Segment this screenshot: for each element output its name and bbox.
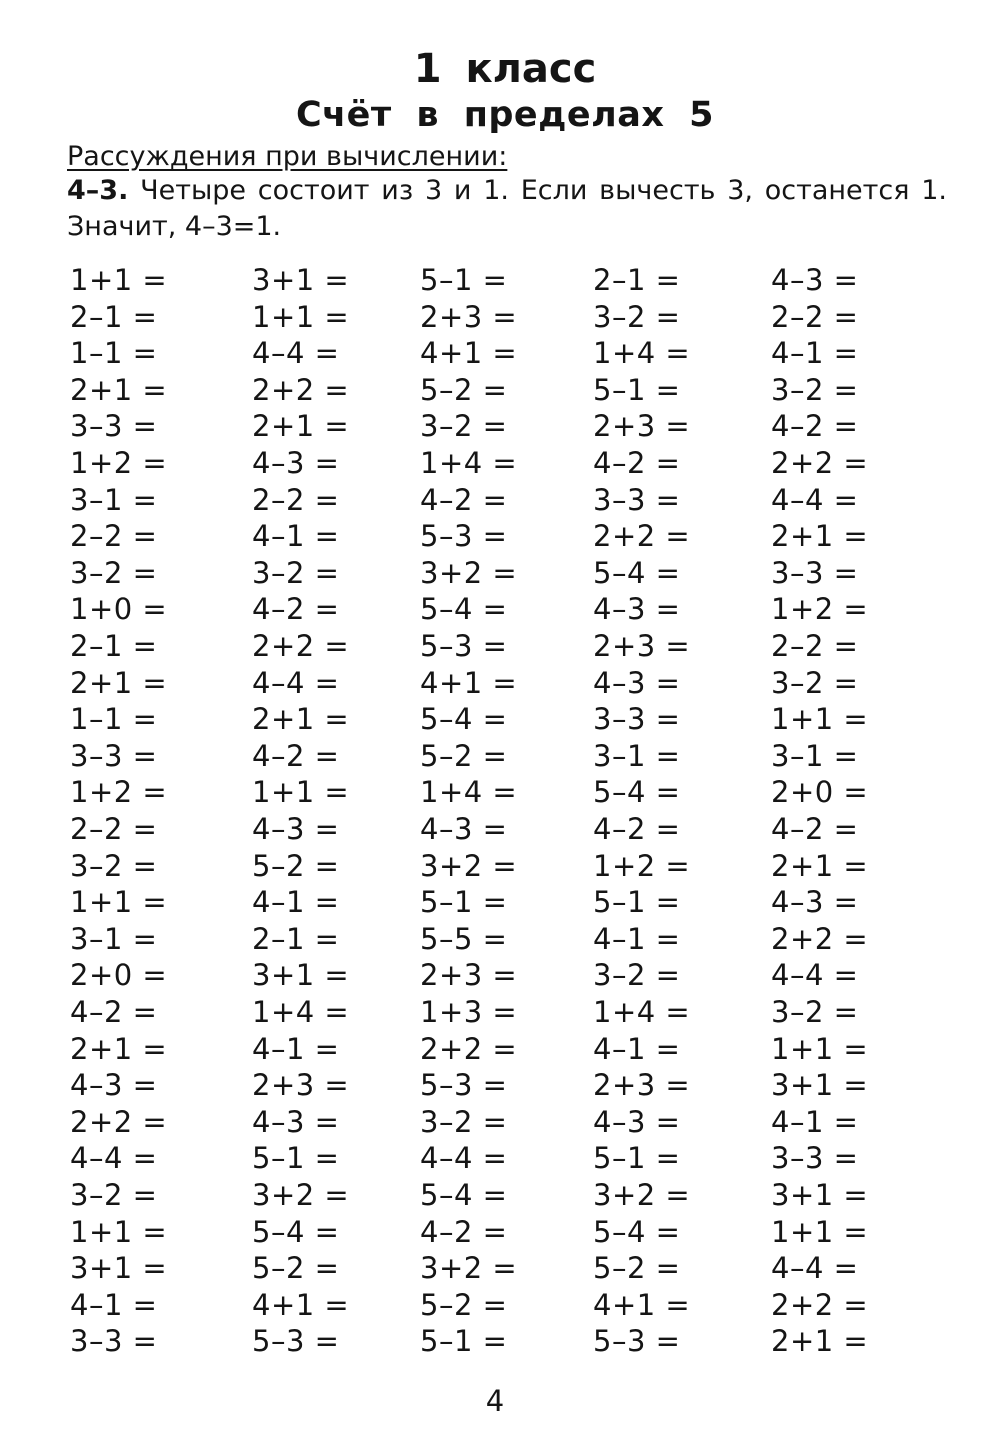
- topic-title: Счёт в пределах 5: [295, 95, 715, 135]
- exercise-item: 4–4 =: [252, 665, 340, 700]
- exercise-item: 3+1 =: [70, 1251, 168, 1286]
- exercise-item: 4–2 =: [593, 446, 681, 480]
- exercise-item: 3–3 =: [70, 409, 158, 444]
- exercise-item: 3+2 =: [420, 848, 518, 883]
- exercise-item: 2+3 =: [593, 629, 691, 663]
- exercise-item: 5–2 =: [252, 1251, 340, 1286]
- exercise-item: 3+1 =: [252, 958, 350, 993]
- exercise-item: 2+3 =: [420, 299, 518, 334]
- exercise-item: 3–2 =: [70, 1178, 158, 1212]
- exercise-item: 4–1 =: [771, 1104, 859, 1139]
- exercise-item: 1–1 =: [70, 702, 158, 737]
- exercise-item: 3+1 =: [771, 1068, 869, 1103]
- exercise-item: 4–2 =: [70, 995, 158, 1029]
- exercise-item: 2+2 =: [70, 1104, 168, 1139]
- exercise-item: 4–4 =: [70, 1141, 158, 1176]
- exercise-item: 3–2 =: [420, 409, 508, 444]
- exercise-item: 4–1 =: [252, 885, 340, 920]
- exercise-item: 2+2 =: [771, 921, 869, 956]
- exercise-item: 5–4 =: [593, 1214, 681, 1249]
- exercise-item: 1+1 =: [70, 1214, 168, 1249]
- exercise-item: 5–4 =: [420, 1178, 508, 1212]
- exercise-item: 5–2 =: [252, 848, 340, 883]
- exercise-item: 2–1 =: [593, 263, 681, 297]
- exercise-item: 2+0 =: [771, 775, 869, 810]
- exercise-item: 2+3 =: [420, 958, 518, 993]
- exercise-item: 1+2 =: [593, 848, 691, 883]
- exercise-item: 4–3 =: [252, 446, 340, 480]
- exercise-item: 5–1 =: [420, 263, 508, 297]
- reasoning-heading: Рассуждения при вычислении:: [67, 141, 508, 172]
- exercise-item: 4–3 =: [252, 812, 340, 846]
- exercise-item: 3–1 =: [771, 738, 859, 773]
- exercise-item: 2+1 =: [771, 848, 869, 883]
- exercise-item: 1+2 =: [70, 775, 168, 810]
- exercise-item: 4–2 =: [771, 409, 859, 444]
- exercise-item: 3+2 =: [420, 1251, 518, 1286]
- exercise-item: 2+1 =: [70, 1031, 168, 1066]
- exercise-item: 3–3 =: [771, 1141, 859, 1176]
- exercise-item: 5–3 =: [593, 1324, 681, 1359]
- exercise-item: 2+1 =: [252, 702, 350, 737]
- exercise-item: 2+1 =: [771, 1324, 869, 1359]
- exercise-item: 2+2 =: [420, 1031, 518, 1066]
- exercise-item: 5–2 =: [420, 372, 508, 407]
- exercise-item: 1+0 =: [70, 592, 168, 627]
- exercise-item: 4–1 =: [771, 336, 859, 371]
- example-text: Четыре состоит из 3 и 1. Если вычесть 3, останется 1. Значит, 4–3=1.: [67, 175, 947, 242]
- exercise-item: 2–2 =: [252, 482, 340, 517]
- exercise-item: 2+2 =: [252, 629, 350, 663]
- exercise-item: 4+1 =: [420, 336, 518, 371]
- exercise-item: 2+2 =: [771, 1287, 869, 1322]
- exercise-item: 4–3 =: [771, 885, 859, 920]
- exercise-item: 5–3 =: [420, 1068, 508, 1103]
- exercise-item: 4+1 =: [593, 1287, 691, 1322]
- exercise-item: 4–4 =: [771, 1251, 859, 1286]
- exercise-item: 4–3 =: [252, 1104, 340, 1139]
- exercise-item: 4+1 =: [420, 665, 518, 700]
- exercise-item: 5–4 =: [593, 775, 681, 810]
- exercise-item: 4–3 =: [420, 812, 508, 846]
- exercise-item: 2–1 =: [252, 921, 340, 956]
- exercise-item: 4–3 =: [593, 665, 681, 700]
- exercise-item: 2–2 =: [70, 519, 158, 554]
- exercise-item: 2+1 =: [252, 409, 350, 444]
- exercise-item: 3–2 =: [252, 555, 340, 590]
- exercise-item: 1+3 =: [420, 995, 518, 1029]
- exercise-item: 2+2 =: [593, 519, 691, 554]
- exercise-item: 1+1 =: [252, 299, 350, 334]
- exercise-item: 4–1 =: [252, 1031, 340, 1066]
- exercise-item: 4–1 =: [70, 1287, 158, 1322]
- exercise-item: 4–1 =: [593, 921, 681, 956]
- example-label: 4–3.: [67, 175, 129, 206]
- exercise-item: 3–2 =: [420, 1104, 508, 1139]
- exercise-item: 2+1 =: [70, 665, 168, 700]
- exercise-item: 3+2 =: [252, 1178, 350, 1212]
- exercise-item: 2+2 =: [771, 446, 869, 480]
- exercise-item: 2+1 =: [70, 372, 168, 407]
- exercise-item: 4–1 =: [252, 519, 340, 554]
- exercise-item: 2–2 =: [771, 299, 859, 334]
- exercise-item: 5–2 =: [593, 1251, 681, 1286]
- exercise-item: 3–2 =: [593, 299, 681, 334]
- exercise-item: 1+1 =: [252, 775, 350, 810]
- exercise-item: 3–2 =: [70, 555, 158, 590]
- exercise-item: 2+3 =: [252, 1068, 350, 1103]
- exercise-item: 3–2 =: [593, 958, 681, 993]
- exercise-item: 3–1 =: [70, 921, 158, 956]
- exercise-item: 5–5 =: [420, 921, 508, 956]
- exercise-item: 3–2 =: [771, 665, 859, 700]
- exercise-item: 5–4 =: [593, 555, 681, 590]
- exercise-item: 1+1 =: [771, 1214, 869, 1249]
- exercise-item: 4–1 =: [593, 1031, 681, 1066]
- exercise-item: 2–1 =: [70, 299, 158, 334]
- exercise-item: 3–1 =: [593, 738, 681, 773]
- exercise-item: 1+2 =: [70, 446, 168, 480]
- exercise-item: 2+0 =: [70, 958, 168, 993]
- exercise-item: 3+2 =: [593, 1178, 691, 1212]
- exercise-item: 5–1 =: [420, 1324, 508, 1359]
- exercise-item: 5–1 =: [593, 885, 681, 920]
- exercise-item: 4–4 =: [771, 958, 859, 993]
- exercise-item: 1+4 =: [420, 775, 518, 810]
- exercise-item: 1–1 =: [70, 336, 158, 371]
- exercise-item: 5–3 =: [420, 629, 508, 663]
- exercise-item: 3–2 =: [771, 372, 859, 407]
- exercise-item: 3+1 =: [252, 263, 350, 297]
- exercise-item: 5–3 =: [420, 519, 508, 554]
- exercise-item: 3–3 =: [70, 738, 158, 773]
- exercise-item: 4–2 =: [593, 812, 681, 846]
- exercise-item: 1+4 =: [420, 446, 518, 480]
- exercise-item: 5–4 =: [420, 592, 508, 627]
- exercise-item: 5–2 =: [420, 1287, 508, 1322]
- exercise-item: 1+1 =: [771, 1031, 869, 1066]
- exercise-item: 5–2 =: [420, 738, 508, 773]
- exercise-item: 4–4 =: [252, 336, 340, 371]
- exercise-item: 4–3 =: [593, 1104, 681, 1139]
- exercise-item: 4–2 =: [771, 812, 859, 846]
- exercise-item: 4–2 =: [420, 482, 508, 517]
- exercise-item: 2+3 =: [593, 1068, 691, 1103]
- exercise-item: 4–4 =: [771, 482, 859, 517]
- exercise-item: 4+1 =: [252, 1287, 350, 1322]
- exercise-item: 4–3 =: [771, 263, 859, 297]
- exercise-item: 1+4 =: [252, 995, 350, 1029]
- exercise-item: 4–2 =: [252, 592, 340, 627]
- exercise-item: 3+2 =: [420, 555, 518, 590]
- exercise-item: 4–3 =: [593, 592, 681, 627]
- exercise-item: 3–1 =: [70, 482, 158, 517]
- exercise-item: 5–4 =: [252, 1214, 340, 1249]
- exercise-item: 5–1 =: [420, 885, 508, 920]
- exercise-item: 3–3 =: [70, 1324, 158, 1359]
- exercise-item: 1+2 =: [771, 592, 869, 627]
- exercise-item: 5–1 =: [593, 1141, 681, 1176]
- exercise-item: 4–2 =: [420, 1214, 508, 1249]
- exercise-item: 2+3 =: [593, 409, 691, 444]
- exercise-item: 5–1 =: [252, 1141, 340, 1176]
- exercise-item: 2+2 =: [252, 372, 350, 407]
- grade-title: 1 класс: [413, 46, 597, 92]
- exercise-item: 5–4 =: [420, 702, 508, 737]
- page-number: 4: [485, 1384, 505, 1418]
- exercise-item: 2–1 =: [70, 629, 158, 663]
- exercise-item: 2–2 =: [70, 812, 158, 846]
- exercise-item: 1+4 =: [593, 995, 691, 1029]
- exercise-item: 3–2 =: [771, 995, 859, 1029]
- exercise-item: 1+1 =: [771, 702, 869, 737]
- exercise-item: 3–3 =: [593, 702, 681, 737]
- exercise-item: 3–2 =: [70, 848, 158, 883]
- exercise-item: 5–1 =: [593, 372, 681, 407]
- exercise-item: 1+1 =: [70, 263, 168, 297]
- exercise-item: 2–2 =: [771, 629, 859, 663]
- exercise-item: 3+1 =: [771, 1178, 869, 1212]
- exercise-item: 1+1 =: [70, 885, 168, 920]
- exercise-item: 4–2 =: [252, 738, 340, 773]
- exercise-item: 3–3 =: [593, 482, 681, 517]
- exercise-item: 3–3 =: [771, 555, 859, 590]
- exercise-item: 4–3 =: [70, 1068, 158, 1103]
- exercise-item: 2+1 =: [771, 519, 869, 554]
- exercise-item: 4–4 =: [420, 1141, 508, 1176]
- exercise-item: 1+4 =: [593, 336, 691, 371]
- exercise-item: 5–3 =: [252, 1324, 340, 1359]
